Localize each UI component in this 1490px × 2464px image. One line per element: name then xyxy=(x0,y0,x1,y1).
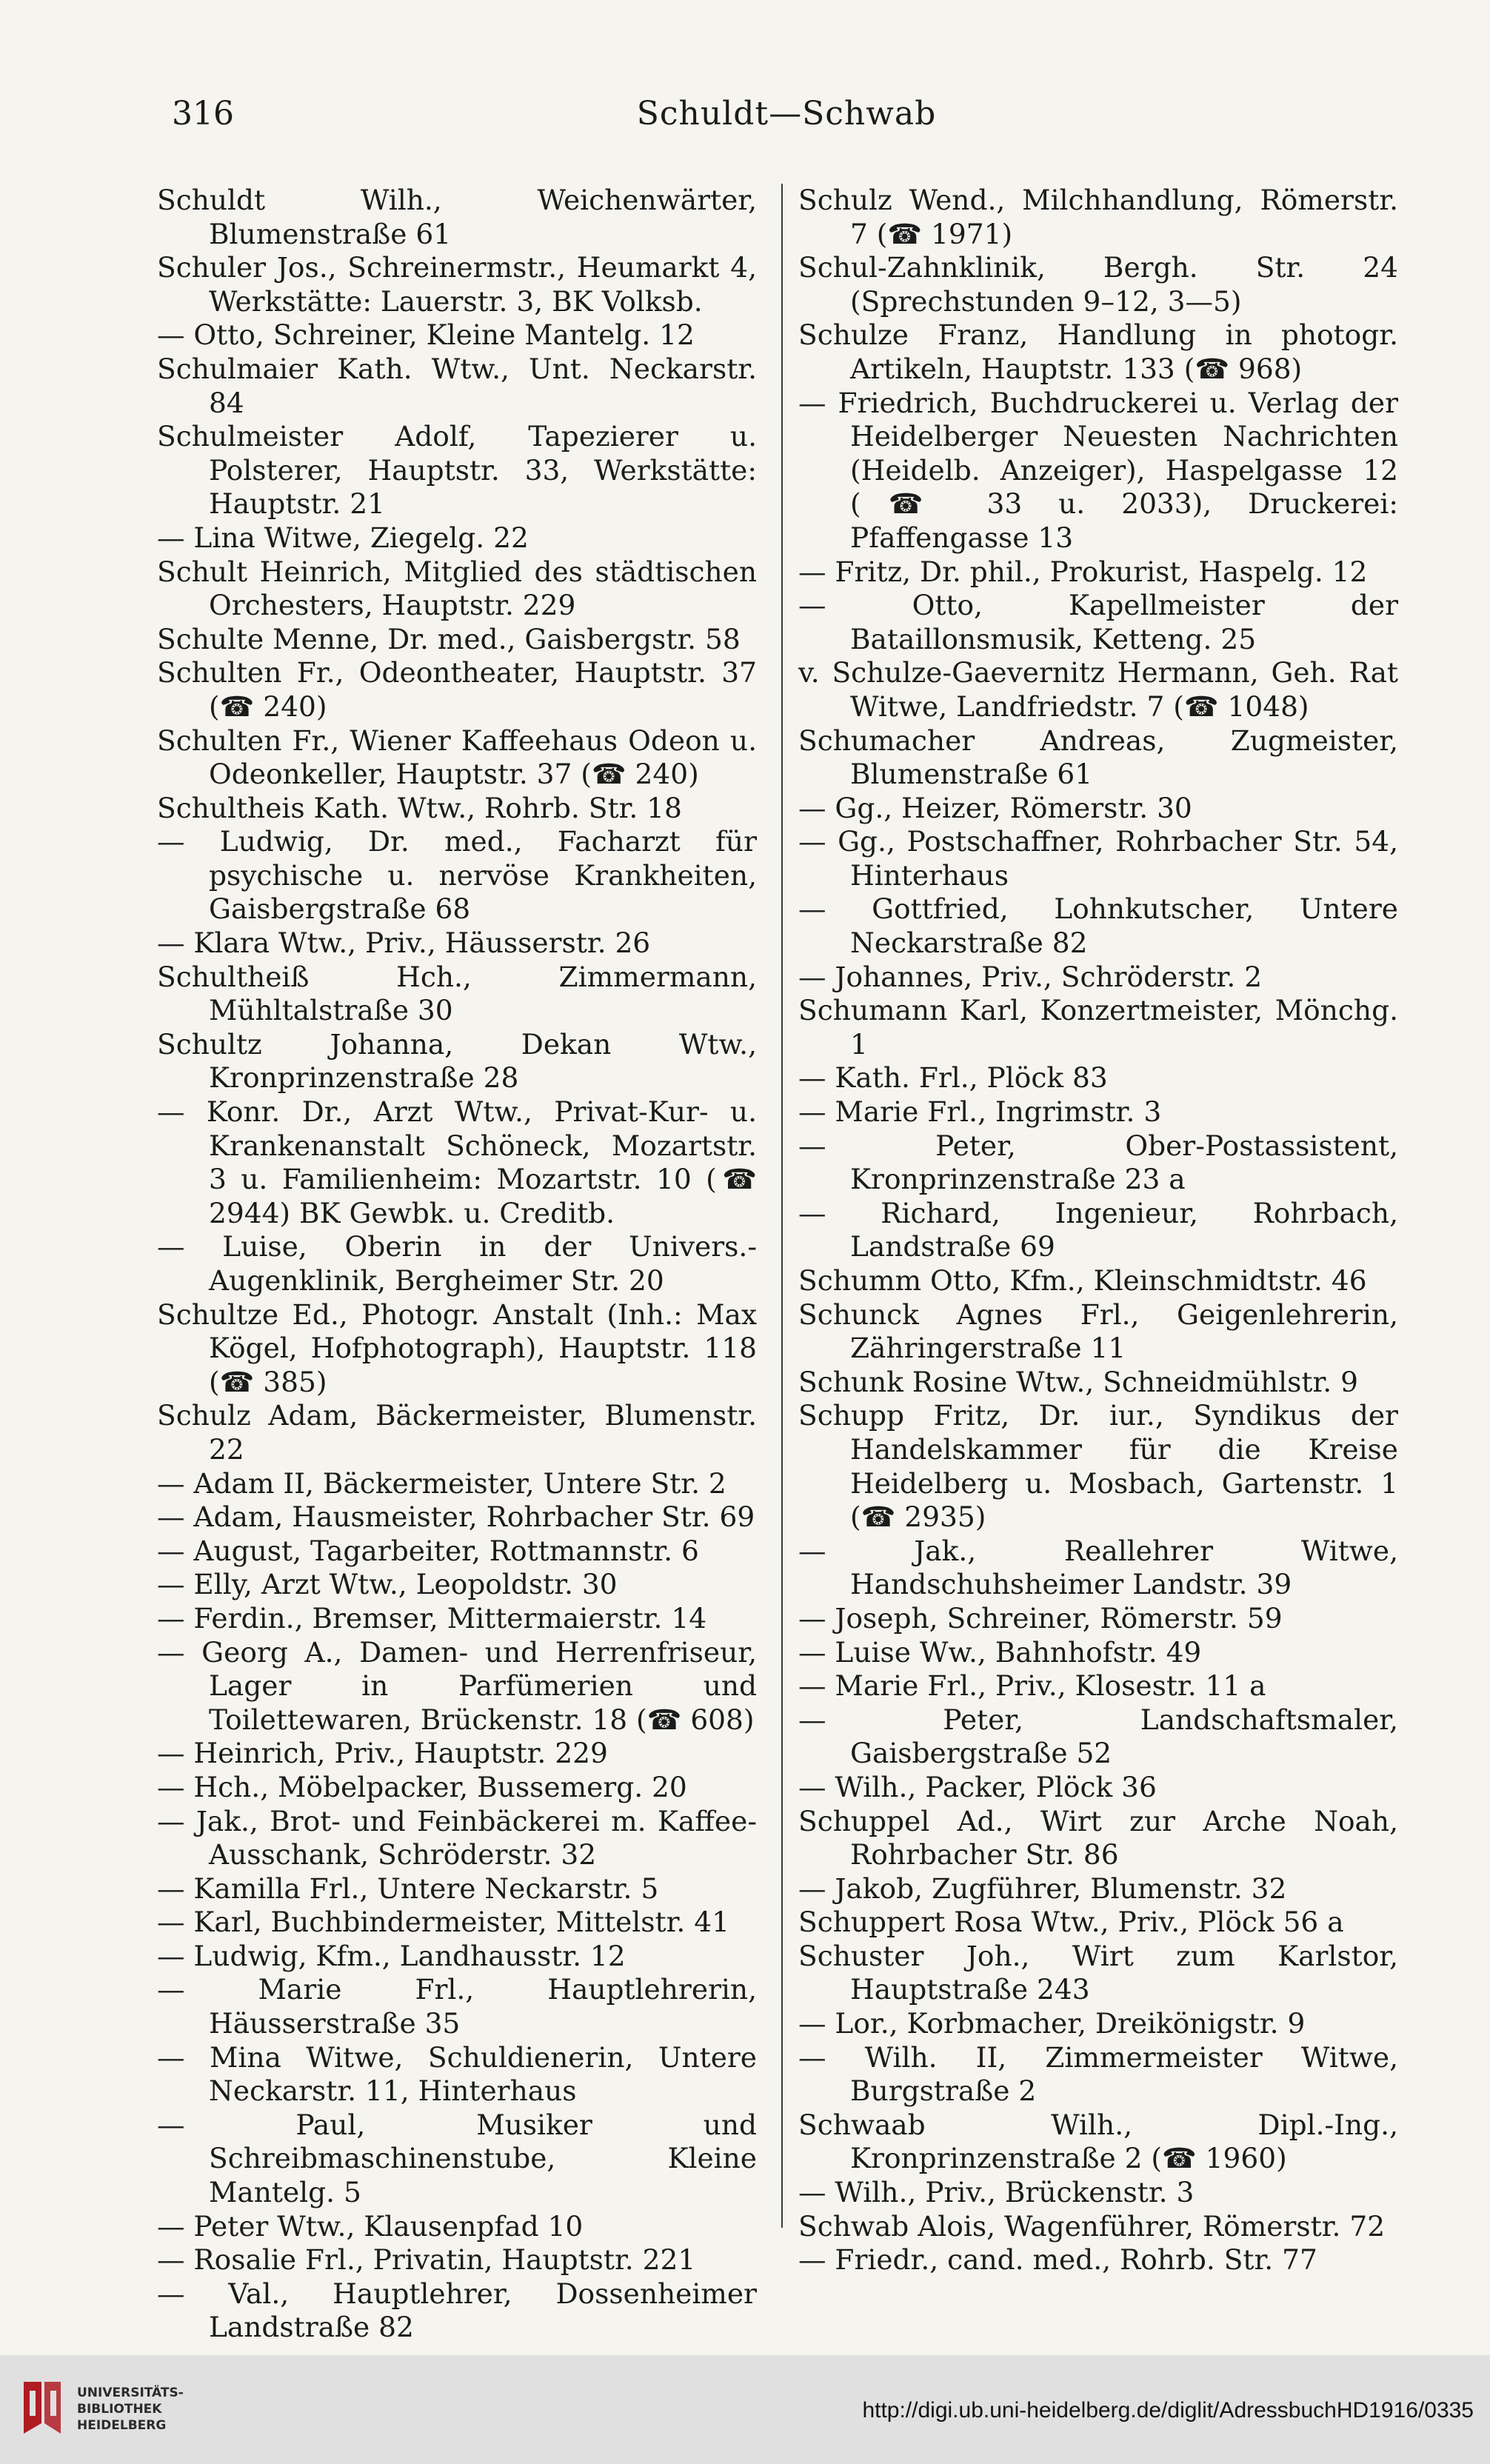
university-library-logo-icon xyxy=(19,2379,65,2440)
directory-entry: — Lor., Korbmacher, Dreikönigstr. 9 xyxy=(798,2007,1306,2040)
directory-entry: — Georg A., Damen- und Herrenfriseur, Lager in Parfümerien und Toilettewaren, Brückenstr. 18 (☎ 608) xyxy=(157,1635,757,1736)
directory-entry: — Marie Frl., Priv., Klosestr. 11 a xyxy=(798,1669,1266,1703)
directory-entry: — Otto, Kapellmeister der Bataillonsmusik, Ketteng. 25 xyxy=(798,589,1398,655)
directory-entry: Schulten Fr., Odeontheater, Hauptstr. 37 (☎ 240) xyxy=(157,656,757,723)
directory-entry: — Adam II, Bäckermeister, Untere Str. 2 xyxy=(157,1466,726,1500)
directory-entry: Schulte Menne, Dr. med., Gaisbergstr. 58 xyxy=(157,622,741,655)
directory-entry: — Joseph, Schreiner, Römerstr. 59 xyxy=(798,1601,1283,1635)
directory-entry: Schulz Wend., Milchhandlung, Römerstr. 7 (☎ 1971) xyxy=(798,184,1398,250)
directory-entry: — Gottfried, Lohnkutscher, Untere Neckarstraße 82 xyxy=(798,892,1398,960)
page-header xyxy=(172,95,1401,139)
column-divider xyxy=(781,184,783,2228)
directory-entry: — Gg., Postschaffner, Rohrbacher Str. 54, Hinterhaus xyxy=(798,825,1398,892)
directory-entry: Schwaab Wilh., Dipl.-Ing., Kronprinzenstraße 2 (☎ 1960) xyxy=(798,2108,1398,2175)
directory-entry: Schunk Rosine Wtw., Schneidmühlstr. 9 xyxy=(798,1365,1358,1398)
directory-entry: Schwab Alois, Wagenführer, Römerstr. 72 xyxy=(798,2209,1386,2243)
directory-entry: — Lina Witwe, Ziegelg. 22 xyxy=(157,521,529,554)
source-url-link[interactable]: http://digi.ub.uni-heidelberg.de/diglit/AdressbuchHD1916/0335 xyxy=(862,2398,1474,2423)
directory-entry: — Wilh., Priv., Brückenstr. 3 xyxy=(798,2176,1195,2209)
directory-entry: — Friedrich, Buchdruckerei u. Verlag der Heidelberger Neuesten Nachrichten (Heidelb. Anzeiger), Haspelgasse 12 (☎ 33 u. 2033), Druckerei: Pfaffengasse 13 xyxy=(798,386,1398,554)
footer-bar xyxy=(0,2355,1490,2464)
directory-entry: — Gg., Heizer, Römerstr. 30 xyxy=(798,791,1192,824)
page-number: 316 xyxy=(172,95,234,133)
library-name xyxy=(77,2385,184,2434)
directory-entry: — Rosalie Frl., Privatin, Hauptstr. 221 xyxy=(157,2243,696,2277)
directory-entry: — Jak., Brot- und Feinbäckerei m. Kaffee-Ausschank, Schröderstr. 32 xyxy=(157,1804,757,1872)
directory-entry: — Wilh., Packer, Plöck 36 xyxy=(798,1770,1157,1803)
directory-entry: — Luise Ww., Bahnhofstr. 49 xyxy=(798,1635,1202,1669)
directory-entry: — Johannes, Priv., Schröderstr. 2 xyxy=(798,960,1263,993)
directory-entry: v. Schulze-Gaevernitz Hermann, Geh. Rat Witwe, Landfriedstr. 7 (☎ 1048) xyxy=(798,656,1398,723)
directory-entry: Schulmaier Kath. Wtw., Unt. Neckarstr. 84 xyxy=(157,352,757,419)
directory-entry: — Mina Witwe, Schuldienerin, Untere Neckarstr. 11, Hinterhaus xyxy=(157,2040,757,2108)
directory-entry: — Konr. Dr., Arzt Wtw., Privat-Kur- u. Krankenanstalt Schöneck, Mozartstr. 3 u. Familienheim: Mozartstr. 10 (☎ 2944) BK Gewbk. u. Creditb. xyxy=(157,1095,757,1229)
directory-entry: Schulze Franz, Handlung in photogr. Artikeln, Hauptstr. 133 (☎ 968) xyxy=(798,318,1398,385)
directory-entry: Schulten Fr., Wiener Kaffeehaus Odeon u. Odeonkeller, Hauptstr. 37 (☎ 240) xyxy=(157,724,757,791)
directory-entry: Schul-Zahnklinik, Bergh. Str. 24 (Sprechstunden 9–12, 3—5) xyxy=(798,251,1398,318)
right-column xyxy=(798,184,1398,2277)
directory-entry: — Kamilla Frl., Untere Neckarstr. 5 xyxy=(157,1872,659,1905)
directory-entry: Schultheis Kath. Wtw., Rohrb. Str. 18 xyxy=(157,791,682,824)
directory-entry: Schultz Johanna, Dekan Wtw., Kronprinzenstraße 28 xyxy=(157,1027,757,1095)
directory-entry: Schumm Otto, Kfm., Kleinschmidtstr. 46 xyxy=(798,1264,1367,1297)
directory-entry: — Hch., Möbelpacker, Bussemerg. 20 xyxy=(157,1770,687,1803)
directory-entry: Schultheiß Hch., Zimmermann, Mühltalstraße 30 xyxy=(157,960,757,1027)
directory-entry: — Otto, Schreiner, Kleine Mantelg. 12 xyxy=(157,318,695,352)
directory-entry: — Peter Wtw., Klausenpfad 10 xyxy=(157,2209,584,2243)
library-name-line: BIBLIOTHEK xyxy=(77,2402,162,2417)
directory-entry: — Paul, Musiker und Schreibmaschinenstube, Kleine Mantelg. 5 xyxy=(157,2108,757,2209)
directory-entry: — Marie Frl., Hauptlehrerin, Häusserstraße 35 xyxy=(157,1973,757,2040)
running-head: Schuldt—Schwab xyxy=(636,95,937,133)
directory-entry: Schuster Joh., Wirt zum Karlstor, Hauptstraße 243 xyxy=(798,1939,1398,2006)
directory-entry: — Marie Frl., Ingrimstr. 3 xyxy=(798,1095,1162,1129)
library-name-line: HEIDELBERG xyxy=(77,2418,167,2433)
directory-entry: Schupp Fritz, Dr. iur., Syndikus der Handelskammer für die Kreise Heidelberg u. Mosbach, Gartenstr. 1 (☎ 2935) xyxy=(798,1399,1398,1534)
directory-entry: — Jak., Reallehrer Witwe, Handschuhsheimer Landstr. 39 xyxy=(798,1534,1398,1601)
directory-entry: Schumacher Andreas, Zugmeister, Blumenstraße 61 xyxy=(798,724,1398,791)
directory-entry: Schuppert Rosa Wtw., Priv., Plöck 56 a xyxy=(798,1906,1344,1939)
directory-entry: — Heinrich, Priv., Hauptstr. 229 xyxy=(157,1737,608,1770)
directory-entry: — Peter, Ober-Postassistent, Kronprinzenstraße 23 a xyxy=(798,1129,1398,1196)
directory-entry: — Adam, Hausmeister, Rohrbacher Str. 69 xyxy=(157,1500,755,1534)
directory-entry: — Karl, Buchbindermeister, Mittelstr. 41 xyxy=(157,1906,729,1939)
directory-entry: Schulmeister Adolf, Tapezierer u. Polsterer, Hauptstr. 33, Werkstätte: Hauptstr. 21 xyxy=(157,420,757,521)
directory-entry: — Richard, Ingenieur, Rohrbach, Landstraße 69 xyxy=(798,1196,1398,1263)
library-name-line: UNIVERSITÄTS- xyxy=(77,2385,184,2400)
directory-entry: Schuler Jos., Schreinermstr., Heumarkt 4, Werkstätte: Lauerstr. 3, BK Volksb. xyxy=(157,251,757,318)
directory-entry: Schultze Ed., Photogr. Anstalt (Inh.: Max Kögel, Hofphotograph), Hauptstr. 118 (☎ 385) xyxy=(157,1298,757,1398)
directory-entry: — August, Tagarbeiter, Rottmannstr. 6 xyxy=(157,1534,699,1567)
directory-entry: — Val., Hauptlehrer, Dossenheimer Landstraße 82 xyxy=(157,2277,757,2344)
directory-entry: Schunck Agnes Frl., Geigenlehrerin, Zähringerstraße 11 xyxy=(798,1298,1398,1365)
directory-entry: Schumann Karl, Konzertmeister, Mönchg. 1 xyxy=(798,994,1398,1061)
directory-entry: — Ludwig, Kfm., Landhausstr. 12 xyxy=(157,1939,626,1972)
directory-entry: — Wilh. II, Zimmermeister Witwe, Burgstraße 2 xyxy=(798,2040,1398,2108)
directory-entry: Schulz Adam, Bäckermeister, Blumenstr. 22 xyxy=(157,1399,757,1466)
directory-entry: — Ferdin., Bremser, Mittermaierstr. 14 xyxy=(157,1601,707,1635)
directory-entry: — Klara Wtw., Priv., Häusserstr. 26 xyxy=(157,926,651,960)
directory-entry: Schult Heinrich, Mitglied des städtischen Orchesters, Hauptstr. 229 xyxy=(157,555,757,622)
directory-entry: — Ludwig, Dr. med., Facharzt für psychische u. nervöse Krankheiten, Gaisbergstraße 68 xyxy=(157,825,757,926)
directory-entry: — Friedr., cand. med., Rohrb. Str. 77 xyxy=(798,2243,1317,2277)
directory-entry: — Fritz, Dr. phil., Prokurist, Haspelg. 12 xyxy=(798,555,1368,588)
directory-entry: Schuldt Wilh., Weichenwärter, Blumenstraße 61 xyxy=(157,184,757,250)
directory-entry: — Elly, Arzt Wtw., Leopoldstr. 30 xyxy=(157,1568,618,1601)
directory-entry: Schuppel Ad., Wirt zur Arche Noah, Rohrbacher Str. 86 xyxy=(798,1804,1398,1872)
directory-entry: — Luise, Oberin in der Univers.-Augenklinik, Bergheimer Str. 20 xyxy=(157,1230,757,1297)
left-column xyxy=(157,184,757,2345)
directory-entry: — Peter, Landschaftsmaler, Gaisbergstraße 52 xyxy=(798,1703,1398,1770)
directory-entry: — Kath. Frl., Plöck 83 xyxy=(798,1061,1108,1095)
directory-entry: — Jakob, Zugführer, Blumenstr. 32 xyxy=(798,1872,1287,1905)
